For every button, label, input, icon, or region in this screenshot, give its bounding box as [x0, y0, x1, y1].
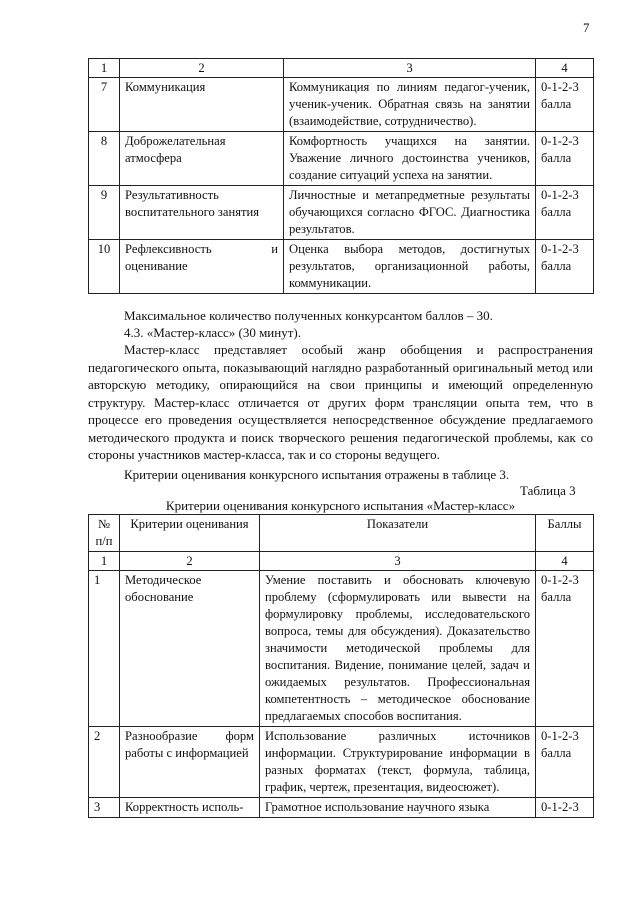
criterion-cell: Методическое обоснование — [120, 571, 260, 727]
column-header-indicators: Показатели — [260, 515, 536, 552]
column-number-cell: 3 — [260, 552, 536, 571]
indicator-cell: Грамотное использование научного языка — [260, 798, 536, 818]
table-title: Критерии оценивания конкурсного испытания «Мастер-класс» — [165, 498, 516, 513]
table-row — [89, 186, 594, 240]
top-criteria-table — [88, 58, 594, 294]
criterion-cell: Корректность исполь- — [120, 798, 260, 818]
table-numbering-row — [89, 552, 594, 571]
row-number-cell: 10 — [89, 240, 120, 294]
score-cell: 0-1-2-3 балла — [536, 78, 594, 132]
score-cell: 0-1-2-3 балла — [536, 240, 594, 294]
criterion-cell: Доброжелательная атмосфера — [120, 132, 284, 186]
indicator-cell: Личностные и метапредметные результаты обучающихся согласно ФГОС. Диагностика результатов. — [284, 186, 536, 240]
column-header-criterion: Критерии оценивания — [120, 515, 260, 552]
max-score-text: Максимальное количество полученных конкурсантом баллов – 30. — [124, 308, 493, 323]
criterion-cell: Результативность воспитательного занятия — [120, 186, 284, 240]
page-number: 7 — [583, 20, 590, 35]
body-paragraph: Мастер-класс представляет особый жанр обобщения и распространения педагогического опыта, показывающий наглядно разработанный оригинальный метод или авторскую методику, опирающийся на свои принципы и имеющий определенную структуру. Мастер-класс отличается от других форм трансляции опыта тем, что в процессе его проведения осуществляется непосредственное обсуждение предлагаемого методического продукта и поиск творческого решения педагогической проблемы, как со стороны участников мастер-класса, так и со стороны ведущего. — [88, 342, 593, 462]
criterion-cell: Разнообразие форм работы с информацией — [120, 727, 260, 798]
subsection-heading: 4.3. «Мастер-класс» (30 минут). — [124, 325, 301, 340]
table-row — [89, 132, 594, 186]
score-cell: 0-1-2-3 балла — [536, 571, 594, 727]
score-cell: 0-1-2-3 — [536, 798, 594, 818]
table-label: Таблица 3 — [520, 483, 576, 498]
table-row — [89, 240, 594, 294]
indicator-cell: Коммуникация по линиям педагог-ученик, ученик-ученик. Обратная связь на занятии (взаимодействие, сотрудничество). — [284, 78, 536, 132]
indicator-cell: Комфортность учащихся на занятии. Уважение личного достоинства учеников, создание ситуаций успеха на занятии. — [284, 132, 536, 186]
column-number-cell: 1 — [89, 552, 120, 571]
column-number-cell: 3 — [284, 59, 536, 78]
master-class-criteria-table — [88, 514, 594, 818]
table-row — [89, 798, 594, 818]
indicator-cell: Умение поставить и обосновать ключевую проблему (сформулировать или вывести на формулировку проблемы, исследовательского вопроса, темы для обсуждения). Доказательство значимости методической проблемы для воспитания. Видение, понимание целей, задач и ожидаемых результатов. Профессиональная компетентность – методическое обоснование предлагаемых способов воспитания. — [260, 571, 536, 727]
row-number-cell: 2 — [89, 727, 120, 798]
column-number-cell: 1 — [89, 59, 120, 78]
score-cell: 0-1-2-3 балла — [536, 727, 594, 798]
row-number-cell: 7 — [89, 78, 120, 132]
criteria-reference-text: Критерии оценивания конкурсного испытания отражены в таблице 3. — [124, 467, 510, 482]
score-cell: 0-1-2-3 балла — [536, 132, 594, 186]
table-header-row — [89, 59, 594, 78]
row-number-cell: 8 — [89, 132, 120, 186]
column-header-number: № п/п — [89, 515, 120, 552]
row-number-cell: 1 — [89, 571, 120, 727]
row-number-cell: 9 — [89, 186, 120, 240]
table-row — [89, 571, 594, 727]
criterion-cell: Рефлексивность и оценивание — [120, 240, 284, 294]
column-number-cell: 2 — [120, 59, 284, 78]
table-header-row — [89, 515, 594, 552]
row-number-cell: 3 — [89, 798, 120, 818]
criterion-cell: Коммуникация — [120, 78, 284, 132]
indicator-cell: Оценка выбора методов, достигнутых результатов, организационной работы, коммуникации. — [284, 240, 536, 294]
column-number-cell: 4 — [536, 59, 594, 78]
column-number-cell: 2 — [120, 552, 260, 571]
score-cell: 0-1-2-3 балла — [536, 186, 594, 240]
column-number-cell: 4 — [536, 552, 594, 571]
column-header-score: Баллы — [536, 515, 594, 552]
table-row — [89, 727, 594, 798]
indicator-cell: Использование различных источников информации. Структурирование информации в разных форматах (текст, формула, таблица, график, чертеж, презентация, видеосюжет). — [260, 727, 536, 798]
table-row — [89, 78, 594, 132]
